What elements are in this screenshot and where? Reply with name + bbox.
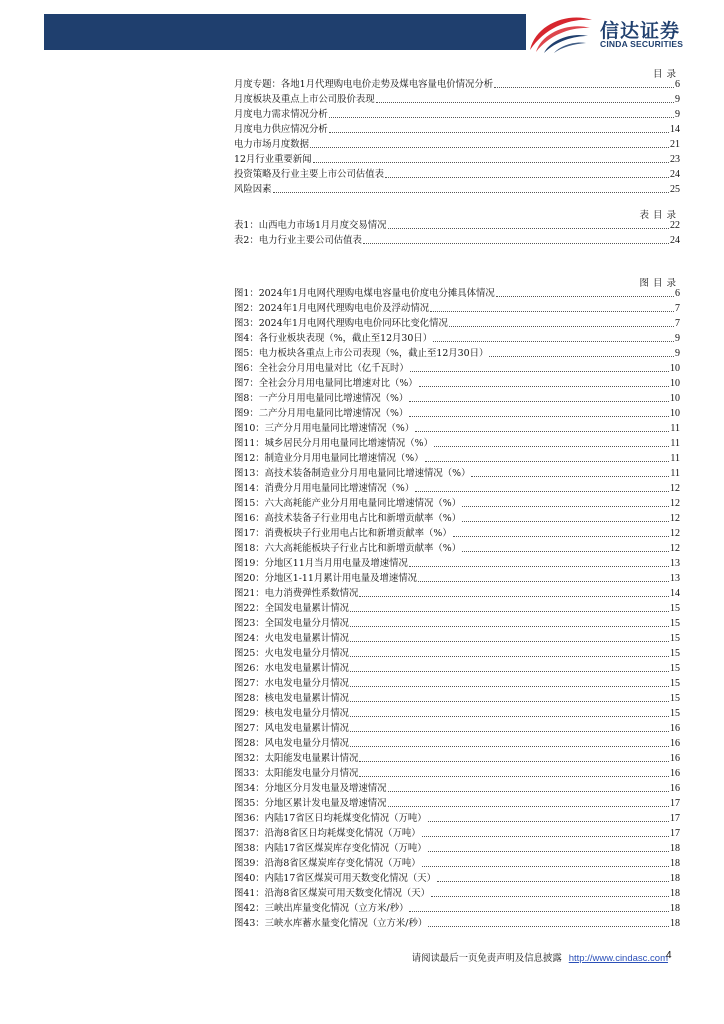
figure-entry-label[interactable]: 图37：沿海8省区日均耗煤变化情况（万吨） bbox=[234, 828, 421, 839]
figure-entry-label[interactable]: 图39：沿海8省区煤炭库存变化情况（万吨） bbox=[234, 858, 421, 869]
figure-entry-page[interactable]: 15 bbox=[670, 648, 680, 659]
dot-leader bbox=[431, 896, 669, 897]
figure-entry[interactable] bbox=[234, 570, 680, 585]
figure-entry-page[interactable]: 15 bbox=[670, 678, 680, 689]
dot-leader bbox=[428, 926, 669, 927]
dot-leader bbox=[350, 671, 669, 672]
figure-entry[interactable] bbox=[234, 870, 680, 885]
figure-entry[interactable] bbox=[234, 405, 680, 420]
figure-entry-page[interactable]: 11 bbox=[670, 423, 680, 434]
figure-entry-label[interactable]: 图7：全社会分月用电量同比增速对比（%） bbox=[234, 378, 418, 389]
toc-entry[interactable] bbox=[234, 76, 680, 91]
figure-entry[interactable] bbox=[234, 510, 680, 525]
figure-entry-page[interactable]: 17 bbox=[670, 798, 680, 809]
dot-leader bbox=[422, 866, 669, 867]
figure-entry[interactable] bbox=[234, 675, 680, 690]
figure-entry-page[interactable]: 12 bbox=[670, 498, 680, 509]
toc-entry-page[interactable]: 25 bbox=[670, 184, 680, 195]
figure-entry[interactable] bbox=[234, 750, 680, 765]
figure-entry-label[interactable]: 图26：水电发电量累计情况 bbox=[234, 663, 350, 674]
dot-leader bbox=[310, 147, 669, 148]
figure-entry-page[interactable]: 15 bbox=[670, 693, 680, 704]
figure-entry-label[interactable]: 图6：全社会分月用电量对比（亿千瓦时） bbox=[234, 363, 409, 374]
figure-entry[interactable] bbox=[234, 900, 680, 915]
dot-leader bbox=[359, 776, 669, 777]
dot-leader bbox=[496, 296, 674, 297]
table-entry-label[interactable]: 表2：电力行业主要公司估值表 bbox=[234, 235, 362, 246]
figure-entry[interactable] bbox=[234, 300, 680, 315]
figure-entry[interactable] bbox=[234, 555, 680, 570]
figure-entry-label[interactable]: 图32：太阳能发电量累计情况 bbox=[234, 753, 359, 764]
disclaimer-text: 请阅读最后一页免责声明及信息披露 bbox=[411, 953, 562, 964]
figure-entry-page[interactable]: 15 bbox=[670, 603, 680, 614]
figure-entry[interactable] bbox=[234, 915, 680, 930]
toc-entry-page[interactable]: 9 bbox=[675, 109, 680, 120]
figure-entry-label[interactable]: 图15：六大高耗能产业分月用电量同比增速情况（%） bbox=[234, 498, 462, 509]
figure-entry-label[interactable]: 图38：内陆17省区煤炭库存变化情况（万吨） bbox=[234, 843, 427, 854]
table-entry[interactable] bbox=[234, 232, 680, 247]
figure-entry[interactable] bbox=[234, 690, 680, 705]
dot-leader bbox=[388, 806, 669, 807]
figure-entry-label[interactable]: 图5：电力板块各重点上市公司表现（%，截止至12月30日） bbox=[234, 348, 489, 359]
figure-entry[interactable] bbox=[234, 735, 680, 750]
brand-name-en: CINDA SECURITIES bbox=[600, 39, 684, 49]
tables-list bbox=[234, 217, 680, 247]
footer bbox=[412, 950, 668, 964]
figure-entry[interactable] bbox=[234, 480, 680, 495]
header-banner bbox=[44, 14, 526, 50]
figure-entry[interactable] bbox=[234, 885, 680, 900]
figure-entry-page[interactable]: 12 bbox=[670, 528, 680, 539]
figure-entry-label[interactable]: 图27：水电发电量分月情况 bbox=[234, 678, 350, 689]
figure-entry[interactable] bbox=[234, 585, 680, 600]
figure-entry-page[interactable]: 17 bbox=[670, 813, 680, 824]
figure-entry-page[interactable]: 12 bbox=[670, 513, 680, 524]
figure-entry-label[interactable]: 图43：三峡水库蓄水量变化情况（立方米/秒） bbox=[234, 918, 428, 929]
figure-entry-page[interactable]: 16 bbox=[670, 783, 680, 794]
figure-entry[interactable] bbox=[234, 840, 680, 855]
figure-entry-label[interactable]: 图28：风电发电量分月情况 bbox=[234, 738, 350, 749]
dot-leader bbox=[462, 551, 669, 552]
figure-entry[interactable] bbox=[234, 630, 680, 645]
figure-entry-label[interactable]: 图24：火电发电量累计情况 bbox=[234, 633, 350, 644]
figure-entry-page[interactable]: 11 bbox=[670, 453, 680, 464]
figures-list bbox=[234, 285, 680, 930]
figure-entry-page[interactable]: 17 bbox=[670, 828, 680, 839]
dot-leader bbox=[418, 581, 669, 582]
figure-entry-label[interactable]: 图10：三产分月用电量同比增速情况（%） bbox=[234, 423, 415, 434]
dot-leader bbox=[462, 521, 669, 522]
dot-leader bbox=[449, 326, 674, 327]
toc-list bbox=[234, 76, 680, 196]
dot-leader bbox=[385, 177, 669, 178]
figure-entry-page[interactable]: 6 bbox=[675, 288, 680, 299]
dot-leader bbox=[494, 87, 674, 88]
dot-leader bbox=[428, 851, 669, 852]
figure-entry[interactable] bbox=[234, 345, 680, 360]
figure-entry-label[interactable]: 图2：2024年1月电网代理购电电价及浮动情况 bbox=[234, 303, 430, 314]
figure-entry-page[interactable]: 18 bbox=[670, 888, 680, 899]
figure-entry[interactable] bbox=[234, 705, 680, 720]
figure-entry[interactable] bbox=[234, 540, 680, 555]
dot-leader bbox=[350, 716, 669, 717]
website-link[interactable]: http://www.cindasc.com bbox=[568, 953, 668, 964]
figure-entry-page[interactable]: 12 bbox=[670, 483, 680, 494]
figure-entry-page[interactable]: 16 bbox=[670, 738, 680, 749]
figure-entry-label[interactable]: 图23：全国发电量分月情况 bbox=[234, 618, 350, 629]
toc-entry[interactable] bbox=[234, 121, 680, 136]
cinda-logo-icon bbox=[528, 10, 594, 54]
figure-entry[interactable] bbox=[234, 810, 680, 825]
figure-entry-label[interactable]: 图35：分地区累计发电量及增速情况 bbox=[234, 798, 387, 809]
figure-entry-page[interactable]: 9 bbox=[675, 333, 680, 344]
toc-title: 目录 bbox=[652, 69, 680, 80]
figure-entry-label[interactable]: 图28：核电发电量累计情况 bbox=[234, 693, 350, 704]
figure-entry-label[interactable]: 图19：分地区11月当月用电量及增速情况 bbox=[234, 558, 408, 569]
dot-leader bbox=[350, 701, 669, 702]
figure-entry-label[interactable]: 图36：内陆17省区日均耗煤变化情况（万吨） bbox=[234, 813, 427, 824]
dot-leader bbox=[409, 401, 669, 402]
dot-leader bbox=[434, 446, 669, 447]
figure-entry-page[interactable]: 16 bbox=[670, 723, 680, 734]
figure-entry-page[interactable]: 18 bbox=[670, 843, 680, 854]
brand-name-cn: 信达证券 bbox=[600, 20, 681, 42]
dot-leader bbox=[359, 761, 669, 762]
figure-entry[interactable] bbox=[234, 645, 680, 660]
figure-entry-page[interactable]: 7 bbox=[675, 318, 680, 329]
figure-entry-label[interactable]: 图42：三峡出库量变化情况（立方米/秒） bbox=[234, 903, 409, 914]
figure-entry[interactable] bbox=[234, 615, 680, 630]
figures-title: 图目录 bbox=[639, 278, 680, 289]
toc-entry[interactable] bbox=[234, 91, 680, 106]
dot-leader bbox=[350, 731, 669, 732]
dot-leader bbox=[409, 566, 669, 567]
toc-entry-label[interactable]: 月度板块及重点上市公司股价表现 bbox=[234, 94, 375, 105]
dot-leader bbox=[462, 506, 669, 507]
toc-entry-label[interactable]: 风险因素 bbox=[234, 184, 272, 195]
toc-entry[interactable] bbox=[234, 136, 680, 151]
toc-entry-label[interactable]: 投资策略及行业主要上市公司估值表 bbox=[234, 169, 385, 180]
dot-leader bbox=[313, 162, 669, 163]
dot-leader bbox=[409, 911, 669, 912]
figure-entry-label[interactable]: 图11：城乡居民分月用电量同比增速情况（%） bbox=[234, 438, 433, 449]
toc-entry-label[interactable]: 月度电力需求情况分析 bbox=[234, 109, 328, 120]
figure-entry-label[interactable]: 图20：分地区1-11月累计用电量及增速情况 bbox=[234, 573, 417, 584]
dot-leader bbox=[471, 476, 669, 477]
dot-leader bbox=[425, 461, 670, 462]
toc-entry-page[interactable]: 24 bbox=[670, 169, 680, 180]
dot-leader bbox=[350, 686, 669, 687]
figure-entry-label[interactable]: 图12：制造业分月用电量同比增速情况（%） bbox=[234, 453, 424, 464]
figure-entry-label[interactable]: 图17：消费板块子行业用电占比和新增贡献率（%） bbox=[234, 528, 452, 539]
figure-entry[interactable] bbox=[234, 450, 680, 465]
toc-entry[interactable] bbox=[234, 181, 680, 196]
table-entry-page[interactable]: 24 bbox=[670, 235, 680, 246]
figure-entry-page[interactable]: 15 bbox=[670, 618, 680, 629]
figure-entry[interactable] bbox=[234, 795, 680, 810]
figure-entry-label[interactable]: 图25：火电发电量分月情况 bbox=[234, 648, 350, 659]
dot-leader bbox=[433, 341, 674, 342]
figure-entry[interactable] bbox=[234, 780, 680, 795]
figure-entry-page[interactable]: 13 bbox=[670, 573, 680, 584]
dot-leader bbox=[430, 311, 674, 312]
figure-entry[interactable] bbox=[234, 360, 680, 375]
figure-entry-label[interactable]: 图4：各行业板块表现（%，截止至12月30日） bbox=[234, 333, 433, 344]
tables-title: 表目录 bbox=[639, 210, 680, 221]
figure-entry[interactable] bbox=[234, 660, 680, 675]
dot-leader bbox=[273, 192, 669, 193]
figure-entry[interactable] bbox=[234, 855, 680, 870]
table-entry-page[interactable]: 22 bbox=[670, 220, 680, 231]
figure-entry-label[interactable]: 图27：风电发电量累计情况 bbox=[234, 723, 350, 734]
dot-leader bbox=[350, 656, 669, 657]
figure-entry-label[interactable]: 图8：一产分月用电量同比增速情况（%） bbox=[234, 393, 409, 404]
figure-entry-page[interactable]: 12 bbox=[670, 543, 680, 554]
figure-entry-label[interactable]: 图40：内陆17省区煤炭可用天数变化情况（天） bbox=[234, 873, 436, 884]
toc-entry-page[interactable]: 23 bbox=[670, 154, 680, 165]
figure-entry-label[interactable]: 图41：沿海8省区煤炭可用天数变化情况（天） bbox=[234, 888, 431, 899]
figure-entry[interactable] bbox=[234, 495, 680, 510]
figure-entry[interactable] bbox=[234, 420, 680, 435]
figure-entry-page[interactable]: 10 bbox=[670, 363, 680, 374]
figure-entry-page[interactable]: 18 bbox=[670, 918, 680, 929]
figure-entry-page[interactable]: 13 bbox=[670, 558, 680, 569]
figure-entry-page[interactable]: 16 bbox=[670, 753, 680, 764]
dot-leader bbox=[415, 431, 669, 432]
toc-entry[interactable] bbox=[234, 106, 680, 121]
figure-entry-page[interactable]: 11 bbox=[670, 468, 680, 479]
figure-entry-label[interactable]: 图9：二产分月用电量同比增速情况（%） bbox=[234, 408, 409, 419]
figure-entry[interactable] bbox=[234, 375, 680, 390]
dot-leader bbox=[419, 386, 669, 387]
figure-entry-label[interactable]: 图29：核电发电量分月情况 bbox=[234, 708, 350, 719]
figure-entry[interactable] bbox=[234, 315, 680, 330]
figure-entry-page[interactable]: 9 bbox=[675, 348, 680, 359]
figure-entry[interactable] bbox=[234, 825, 680, 840]
dot-leader bbox=[329, 117, 674, 118]
toc-entry-page[interactable]: 9 bbox=[675, 94, 680, 105]
toc-entry-page[interactable]: 14 bbox=[670, 124, 680, 135]
figure-entry-page[interactable]: 7 bbox=[675, 303, 680, 314]
figure-entry-page[interactable]: 18 bbox=[670, 873, 680, 884]
figure-entry-label[interactable]: 图18：六大高耗能板块子行业占比和新增贡献率（%） bbox=[234, 543, 462, 554]
figure-entry-label[interactable]: 图3：2024年1月电网代理购电电价同环比变化情况 bbox=[234, 318, 448, 329]
toc-entry[interactable] bbox=[234, 151, 680, 166]
figure-entry[interactable] bbox=[234, 390, 680, 405]
table-entry[interactable] bbox=[234, 217, 680, 232]
dot-leader bbox=[415, 491, 669, 492]
dot-leader bbox=[409, 416, 669, 417]
figure-entry-label[interactable]: 图22：全国发电量累计情况 bbox=[234, 603, 350, 614]
page-number: 4 bbox=[666, 950, 672, 961]
figure-entry[interactable] bbox=[234, 330, 680, 345]
dot-leader bbox=[388, 228, 669, 229]
figure-entry[interactable] bbox=[234, 720, 680, 735]
figure-entry-label[interactable]: 图16：高技术装备子行业用电占比和新增贡献率（%） bbox=[234, 513, 462, 524]
figure-entry-label[interactable]: 图21：电力消费弹性系数情况 bbox=[234, 588, 359, 599]
dot-leader bbox=[388, 791, 669, 792]
dot-leader bbox=[350, 626, 669, 627]
figure-entry-page[interactable]: 15 bbox=[670, 708, 680, 719]
dot-leader bbox=[350, 611, 669, 612]
dot-leader bbox=[350, 641, 669, 642]
figure-entry-page[interactable]: 14 bbox=[670, 588, 680, 599]
dot-leader bbox=[329, 132, 669, 133]
dot-leader bbox=[410, 371, 669, 372]
figure-entry[interactable] bbox=[234, 285, 680, 300]
figure-entry-page[interactable]: 16 bbox=[670, 768, 680, 779]
dot-leader bbox=[422, 836, 669, 837]
dot-leader bbox=[359, 596, 669, 597]
table-entry-label[interactable]: 表1：山西电力市场1月月度交易情况 bbox=[234, 220, 387, 231]
toc-entry-label[interactable]: 月度专题：各地1月代理购电电价走势及煤电容量电价情况分析 bbox=[234, 79, 494, 90]
dot-leader bbox=[363, 243, 669, 244]
figure-entry[interactable] bbox=[234, 765, 680, 780]
dot-leader bbox=[489, 356, 674, 357]
dot-leader bbox=[350, 746, 669, 747]
figure-entry-page[interactable]: 10 bbox=[670, 378, 680, 389]
figure-entry-label[interactable]: 图14：消费分月用电量同比增速情况（%） bbox=[234, 483, 415, 494]
dot-leader bbox=[437, 881, 669, 882]
figure-entry-label[interactable]: 图13：高技术装备制造业分月用电量同比增速情况（%） bbox=[234, 468, 471, 479]
figure-entry-label[interactable]: 图34：分地区分月发电量及增速情况 bbox=[234, 783, 387, 794]
figure-entry[interactable] bbox=[234, 525, 680, 540]
figure-entry-page[interactable]: 11 bbox=[670, 438, 680, 449]
dot-leader bbox=[428, 821, 669, 822]
figure-entry[interactable] bbox=[234, 600, 680, 615]
toc-entry-page[interactable]: 21 bbox=[670, 139, 680, 150]
figure-entry-page[interactable]: 10 bbox=[670, 393, 680, 404]
figure-entry-page[interactable]: 15 bbox=[670, 663, 680, 674]
figure-entry[interactable] bbox=[234, 465, 680, 480]
figure-entry-label[interactable]: 图1：2024年1月电网代理购电煤电容量电价度电分摊具体情况 bbox=[234, 288, 495, 299]
dot-leader bbox=[376, 102, 674, 103]
toc-entry-label[interactable]: 12月行业重要新闻 bbox=[234, 154, 312, 165]
figure-entry-page[interactable]: 18 bbox=[670, 903, 680, 914]
toc-entry-label[interactable]: 电力市场月度数据 bbox=[234, 139, 310, 150]
figure-entry[interactable] bbox=[234, 435, 680, 450]
dot-leader bbox=[453, 536, 669, 537]
toc-entry-label[interactable]: 月度电力供应情况分析 bbox=[234, 124, 328, 135]
figure-entry-label[interactable]: 图33：太阳能发电量分月情况 bbox=[234, 768, 359, 779]
toc-entry-page[interactable]: 6 bbox=[675, 79, 680, 90]
figure-entry-page[interactable]: 10 bbox=[670, 408, 680, 419]
figure-entry-page[interactable]: 15 bbox=[670, 633, 680, 644]
toc-entry[interactable] bbox=[234, 166, 680, 181]
figure-entry-page[interactable]: 18 bbox=[670, 858, 680, 869]
